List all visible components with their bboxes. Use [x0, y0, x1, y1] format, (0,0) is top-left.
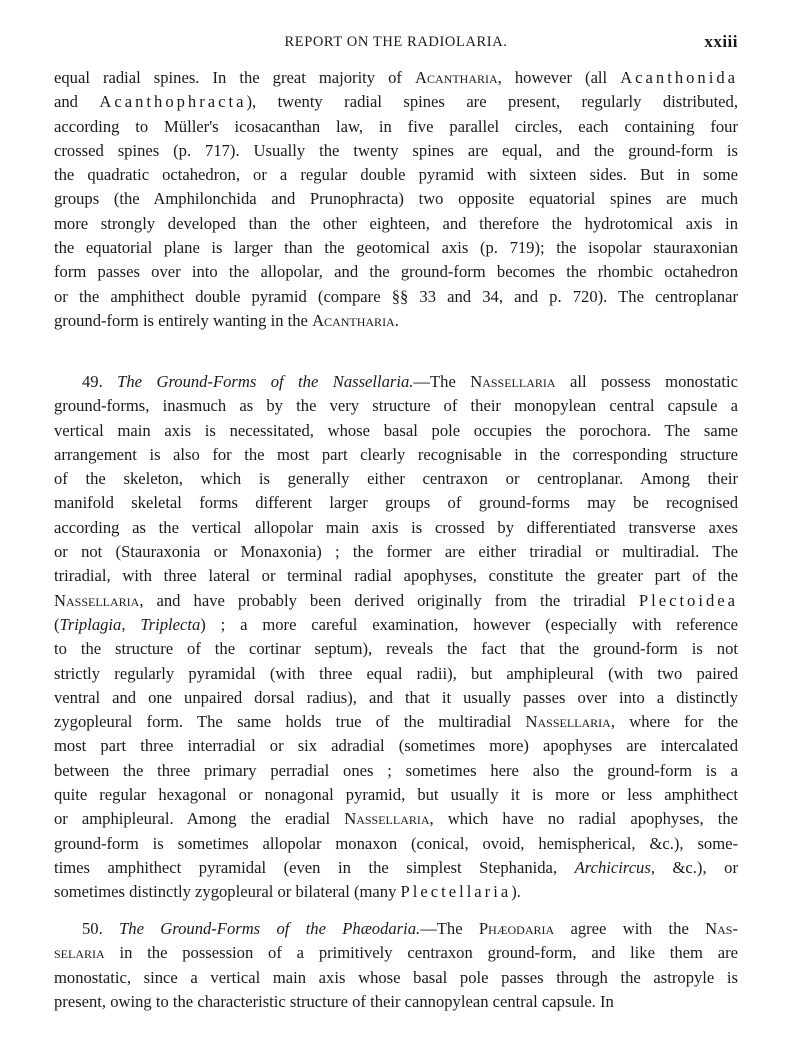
section-title: The Ground-Forms of the Nassellaria.	[117, 372, 414, 391]
small-caps-term: Acantharia	[415, 68, 498, 87]
text-run: quite regular hexagonal or nonagonal pyramid, but usually it is more or less amphithect	[54, 785, 738, 805]
text-line	[54, 966, 738, 990]
text-line	[54, 880, 738, 904]
text-line	[54, 443, 738, 467]
text-line	[54, 710, 738, 734]
section-title: The Ground-Forms of the Phæodaria.	[119, 919, 421, 938]
text-run: 50.	[82, 919, 120, 938]
text-run: , &c.), or	[650, 857, 738, 877]
text-line	[54, 491, 738, 515]
text-run: most part three interradial or six adradial (sometimes more) apophyses are intercalated	[54, 736, 738, 756]
text-run: zygopleural form. The same holds true of the multiradial	[54, 712, 526, 732]
text-run: more strongly developed than the other eighteen, and therefore the hydrotomical axis in	[54, 213, 738, 233]
text-line	[54, 540, 738, 564]
spaced-taxon-name: Plectoidea	[638, 590, 738, 610]
text-run: (	[54, 614, 60, 634]
text-run: and	[54, 92, 100, 112]
small-caps-term: Nas-	[705, 919, 738, 938]
spaced-taxon-name: Plectellaria	[400, 882, 512, 902]
text-line	[54, 990, 738, 1014]
text-line	[54, 637, 738, 661]
small-caps-term: Acantharia	[312, 310, 395, 330]
text-run: monostatic, since a vertical main axis whose basal pole passes through the astropyle is	[54, 967, 738, 987]
text-line	[54, 783, 738, 807]
text-run: form passes over into the allopolar, and the ground-form becomes the rhombic octahedron	[54, 262, 738, 282]
page-header	[54, 32, 738, 56]
small-caps-term: Nassellaria	[54, 590, 140, 610]
text-line	[54, 370, 738, 394]
text-run: in the possession of a primitively centraxon ground-form, and like them are	[104, 943, 738, 963]
running-title: REPORT ON THE RADIOLARIA.	[284, 34, 508, 50]
text-line	[54, 419, 738, 443]
text-run: ), twenty radial spines are present, regularly distributed,	[246, 92, 738, 112]
text-run: , and have probably been derived originally from the triradial	[139, 590, 639, 610]
small-caps-term: Phæodaria	[478, 919, 555, 938]
small-caps-term: selaria	[54, 943, 105, 963]
text-run: strictly regularly pyramidal (with three equal radii), but amphipleural (with two paired	[54, 663, 738, 683]
text-run: —The	[413, 372, 471, 391]
text-run: triradial, with three lateral or terminal radial apophyses, constitute the greater part of the	[54, 566, 738, 586]
text-line	[54, 589, 738, 613]
text-run: groups (the Amphilonchida and Prunophracta) two opposite equatorial spines are much	[54, 189, 738, 209]
text-line	[54, 564, 738, 588]
paragraph-acantharia-continuation	[54, 66, 738, 333]
small-caps-term: Nassellaria	[470, 372, 556, 391]
text-line	[54, 917, 738, 941]
text-run: —The	[420, 919, 479, 938]
paragraph-section-49-nassellaria	[54, 370, 738, 905]
text-line	[54, 467, 738, 491]
text-line	[54, 187, 738, 211]
text-run: manifold skeletal forms different larger groups of ground-forms may be recognised	[54, 493, 738, 513]
text-line	[54, 163, 738, 187]
text-run: ground-forms, inasmuch as by the very structure of their monopylean central capsule a	[54, 396, 738, 416]
text-line	[54, 613, 738, 637]
text-run: the quadratic octahedron, or a regular double pyramid with sixteen sides. But in some	[54, 165, 738, 185]
text-line	[54, 807, 738, 831]
page-number: xxiii	[704, 32, 738, 51]
text-run: agree with the	[554, 919, 706, 938]
text-run: , however (all	[497, 68, 621, 87]
text-run: according to Müller's icosacanthan law, in five parallel circles, each containing four	[54, 116, 738, 136]
text-line	[54, 285, 738, 309]
text-run: .	[394, 310, 399, 330]
text-line	[54, 856, 738, 880]
text-line	[54, 734, 738, 758]
text-line	[54, 832, 738, 856]
text-run: , which have no radial apophyses, the	[429, 809, 738, 829]
text-line	[54, 260, 738, 284]
text-line	[54, 236, 738, 260]
paragraph-section-50-phaeodaria	[54, 917, 738, 1014]
text-run: of the skeleton, which is generally either centraxon or centroplanar. Among their	[54, 469, 738, 489]
text-line	[54, 941, 738, 965]
small-caps-term: Nassellaria	[344, 809, 430, 829]
text-run: times amphithect pyramidal (even in the simplest Stephanida,	[54, 857, 575, 877]
text-line	[54, 139, 738, 163]
text-line	[54, 309, 738, 333]
text-run: all possess monostatic	[555, 372, 738, 391]
text-run: vertical main axis is necessitated, whose basal pole occupies the porochora. The same	[54, 420, 738, 440]
text-run: between the three primary perradial ones ; sometimes here also the ground-form is a	[54, 760, 738, 780]
text-line	[54, 686, 738, 710]
text-run: equal radial spines. In the great majority of	[54, 68, 416, 87]
text-run: ground-form is entirely wanting in the	[54, 310, 313, 330]
text-line	[54, 516, 738, 540]
text-run: sometimes distinctly zygopleural or bilateral (many	[54, 882, 401, 902]
text-run: ground-form is sometimes allopolar monaxon (conical, ovoid, hemispherical, &c.), some-	[54, 833, 738, 853]
text-line	[54, 66, 738, 90]
small-caps-term: Nassellaria	[525, 712, 611, 732]
text-run: according as the vertical allopolar main axis is crossed by differentiated transverse axes	[54, 517, 738, 537]
spaced-taxon-name: Acanthonida	[620, 68, 738, 87]
text-line	[54, 90, 738, 114]
text-run: arrangement is also for the most part clearly recognisable in the corresponding structure	[54, 444, 738, 464]
text-run: 49.	[82, 372, 118, 391]
text-line	[54, 759, 738, 783]
text-run: or the amphithect double pyramid (compare §§ 33 and 34, and p. 720). The centroplanar	[54, 286, 738, 306]
text-run: the equatorial plane is larger than the geotomical axis (p. 719); the isopolar stauraxonian	[54, 238, 738, 258]
spaced-taxon-name: Acanthophracta	[99, 92, 247, 112]
text-line	[54, 662, 738, 686]
text-run: , where for the	[610, 712, 738, 732]
text-line	[54, 394, 738, 418]
text-run: ).	[511, 882, 521, 902]
text-run: to the structure of the cortinar septum), reveals the fact that the ground-form is not	[54, 639, 738, 659]
text-line	[54, 115, 738, 139]
text-run: or amphipleural. Among the eradial	[54, 809, 345, 829]
text-run: present, owing to the characteristic structure of their cannopylean central capsule. In	[54, 991, 614, 1011]
text-run: ) ; a more careful examination, however (especially with reference	[200, 614, 739, 634]
italic-term: Archicircus	[574, 857, 651, 877]
text-run: or not (Stauraxonia or Monaxonia) ; the former are either triradial or multiradial. The	[54, 542, 738, 562]
text-run: ventral and one unpaired dorsal radius), and that it usually passes over into a distinctly	[54, 687, 738, 707]
italic-term: Triplagia, Triplecta	[59, 614, 201, 634]
text-run: crossed spines (p. 717). Usually the twenty spines are equal, and the ground-form is	[54, 140, 738, 160]
text-line	[54, 212, 738, 236]
